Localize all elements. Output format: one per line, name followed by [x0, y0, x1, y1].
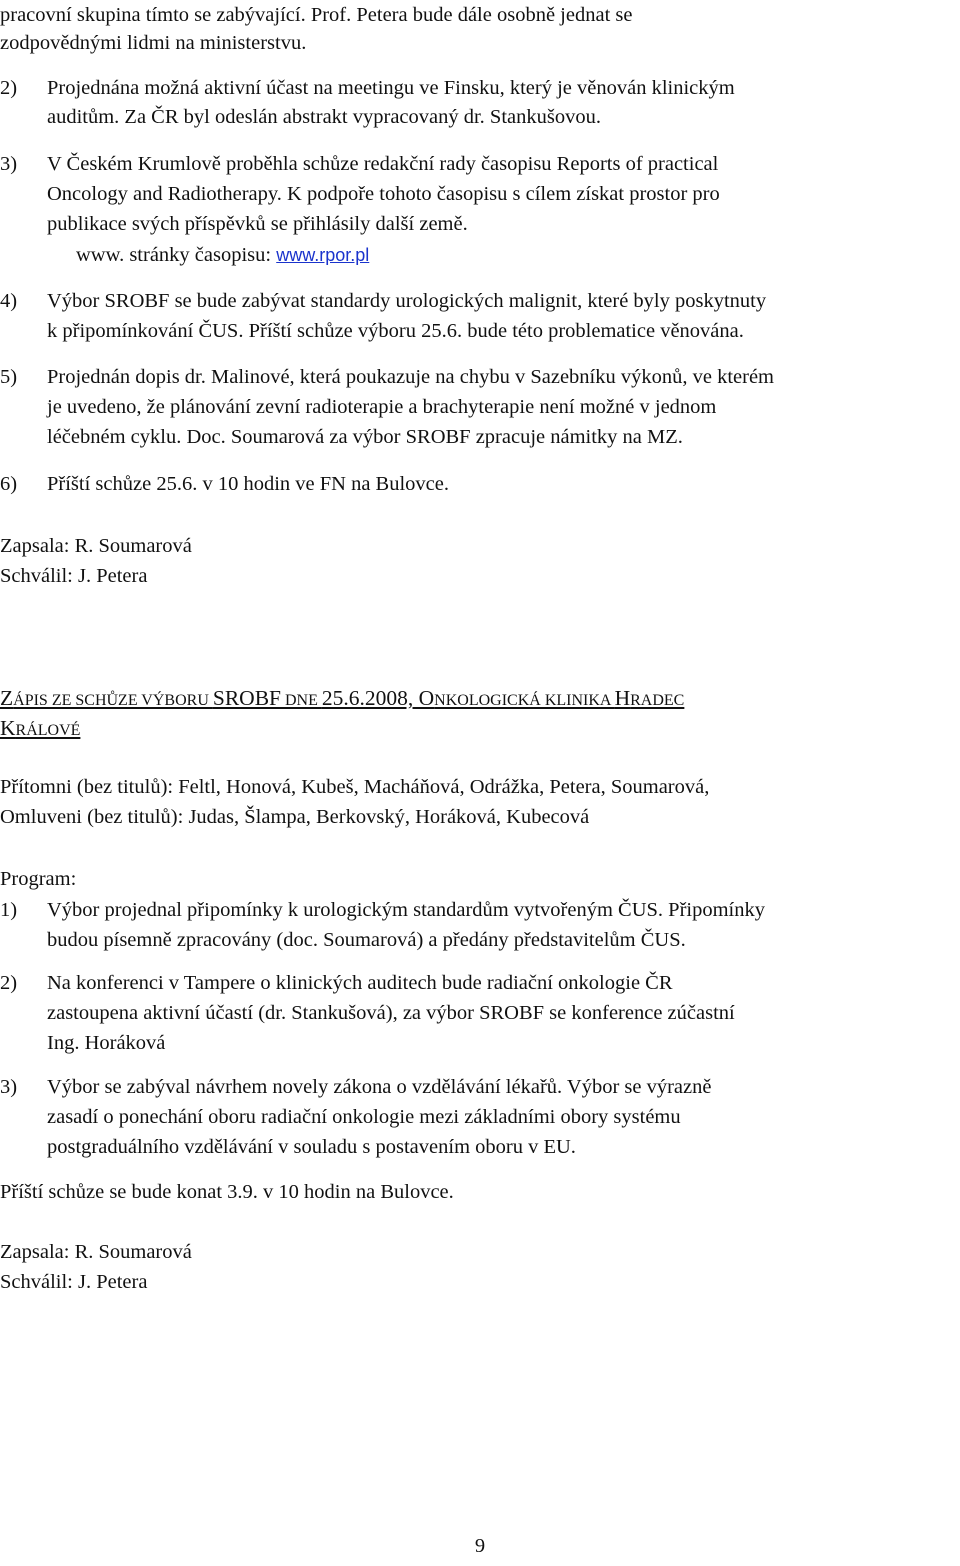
- item-number: 1): [0, 899, 18, 921]
- item-text: k připomínkování ČUS. Příští schůze výboru 25.6. bude této problematice věnována.: [47, 320, 744, 342]
- next-meeting-note: Příští schůze se bude konat 3.9. v 10 hodin na Bulovce.: [0, 1181, 454, 1203]
- approved-by: Schválil: J. Petera: [0, 1271, 148, 1293]
- approved-by: Schválil: J. Petera: [0, 565, 148, 587]
- minutes-heading: ZÁPIS ZE SCHŮZE VÝBORU SROBF DNE 25.6.2008, ONKOLOGICKÁ KLINIKA HRADEC: [0, 686, 685, 710]
- item-number: 3): [0, 153, 18, 175]
- item-text: publikace svých příspěvků se přihlásily další země.: [47, 213, 468, 235]
- continuation-line-2: zodpovědnými lidmi na ministerstvu.: [0, 32, 307, 54]
- recorded-by: Zapsala: R. Soumarová: [0, 1241, 192, 1263]
- item-text: Výbor projednal připomínky k urologickým standardům vytvořeným ČUS. Připomínky: [47, 899, 766, 921]
- item-text: léčebném cyklu. Doc. Soumarová za výbor SROBF zpracuje námitky na MZ.: [47, 426, 683, 448]
- item-number: 5): [0, 366, 18, 388]
- item-text: postgraduálního vzdělávání v souladu s postavením oboru v EU.: [47, 1136, 576, 1158]
- journal-web-prefix: www. stránky časopisu:: [76, 244, 277, 266]
- item-number: 4): [0, 290, 18, 312]
- journal-web-line: [76, 240, 369, 270]
- item-text: budou písemně zpracovány (doc. Soumarová) a předány představitelům ČUS.: [47, 929, 686, 951]
- recorded-by: Zapsala: R. Soumarová: [0, 535, 192, 557]
- item-text: Oncology and Radiotherapy. K podpoře tohoto časopisu s cílem získat prostor pro: [47, 183, 720, 205]
- page-number: 9: [474, 1535, 486, 1557]
- program-label: Program:: [0, 868, 77, 890]
- item-number: 2): [0, 77, 18, 99]
- item-text: Projednána možná aktivní účast na meetingu ve Finsku, který je věnován klinickým: [47, 77, 735, 99]
- item-text: Příští schůze 25.6. v 10 hodin ve FN na Bulovce.: [47, 473, 449, 495]
- item-text: zastoupena aktivní účastí (dr. Stankušová), za výbor SROBF se konference zúčastní: [47, 1002, 735, 1024]
- item-number: 2): [0, 972, 18, 994]
- item-number: 3): [0, 1076, 18, 1098]
- continuation-line-1: pracovní skupina tímto se zabývající. Prof. Petera bude dále osobně jednat se: [0, 4, 633, 26]
- journal-website-link[interactable]: www.rpor.pl: [276, 245, 370, 265]
- item-text: Na konferenci v Tampere o klinických auditech bude radiační onkologie ČR: [47, 972, 673, 994]
- item-text: V Českém Krumlově proběhla schůze redakční rady časopisu Reports of practical: [47, 153, 719, 175]
- minutes-heading-line-2: KRÁLOVÉ: [0, 716, 81, 740]
- item-text: zasadí o ponechání oboru radiační onkologie mezi základními obory systému: [47, 1106, 681, 1128]
- item-text: Ing. Horáková: [47, 1032, 166, 1054]
- item-text: je uvedeno, že plánování zevní radioterapie a brachyterapie není možné v jednom: [47, 396, 717, 418]
- attendees-present: Přítomni (bez titulů): Feltl, Honová, Kubeš, Macháňová, Odrážka, Petera, Soumarová,: [0, 776, 710, 798]
- item-text: auditům. Za ČR byl odeslán abstrakt vypracovaný dr. Stankušovou.: [47, 106, 601, 128]
- item-text: Výbor SROBF se bude zabývat standardy urologických malignit, které byly poskytnuty: [47, 290, 767, 312]
- item-text: Výbor se zabýval návrhem novely zákona o vzdělávání lékařů. Výbor se výrazně: [47, 1076, 712, 1098]
- item-text: Projednán dopis dr. Malinové, která poukazuje na chybu v Sazebníku výkonů, ve kterém: [47, 366, 774, 388]
- item-number: 6): [0, 473, 18, 495]
- attendees-excused: Omluveni (bez titulů): Judas, Šlampa, Berkovský, Horáková, Kubecová: [0, 806, 590, 828]
